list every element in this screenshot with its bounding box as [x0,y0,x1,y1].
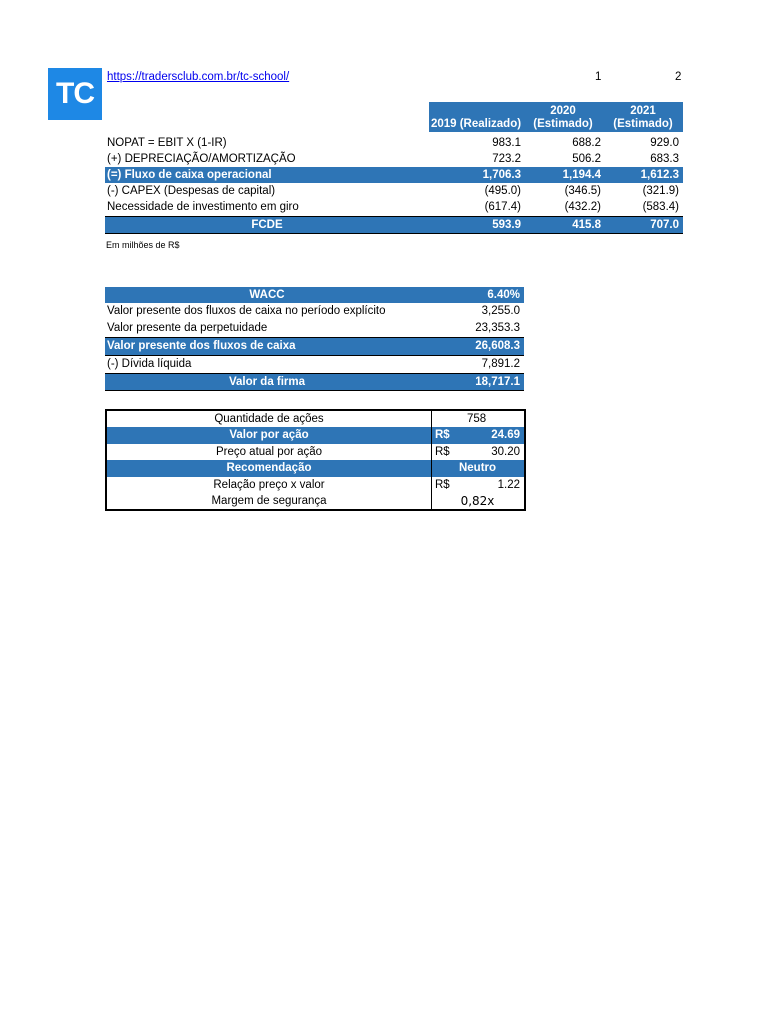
row-firm-value: Valor da firma 18,717.1 [105,373,524,391]
cash-flow-table [105,102,683,234]
cash-flow-header [105,102,683,132]
per-share-table [105,409,526,511]
col-2021-header: 2021 (Estimado) [603,102,683,132]
row-nopat: NOPAT = EBIT X (1-IR) 983.1 688.2 929.0 [107,137,679,149]
row-pv-total: Valor presente dos fluxos de caixa 26,608.3 [105,337,524,355]
row-depreciacao: (+) DEPRECIAÇÃO/AMORTIZAÇÃO 723.2 506.2 683.3 [107,153,679,165]
row-fluxo-operacional: (=) Fluxo de caixa operacional 1,706.3 1,194.4 1,612.3 [105,167,683,183]
recommendation-badge: Neutro [458,462,497,475]
row-safety-margin: Margem de segurança 0,82x [211,493,495,508]
row-price-value-ratio: Relação preço x valor R$ 1.22 [107,477,524,493]
col-2020-header: 2020 (Estimado) [523,102,603,132]
row-pv-explicit: Valor presente dos fluxos de caixa no período explícito 3,255.0 [107,305,520,317]
page-number-2: 2 [675,71,682,83]
row-capex: (-) CAPEX (Despesas de capital) (495.0) (346.5) (321.9) [107,185,679,197]
tc-school-link[interactable]: https://tradersclub.com.br/tc-school/ [107,71,290,83]
row-current-price: Preço atual por ação R$ 30.20 [107,444,524,460]
tc-logo: TC [48,68,102,120]
row-net-debt: (-) Dívida líquida 7,891.2 [105,355,524,373]
row-fcde: FCDE 593.9 415.8 707.0 [105,216,683,234]
row-pv-perpetuity: Valor presente da perpetuidade 23,353.3 [107,322,520,334]
row-share-qty: Quantidade de ações 758 [107,411,524,427]
page-number-1: 1 [595,71,602,83]
row-recommendation: Recomendação Neutro [107,460,524,476]
col-2019-header: 2019 (Realizado) [429,102,523,132]
row-value-per-share: Valor por ação R$ 24.69 [107,427,524,443]
valuation-table [105,287,524,391]
row-wacc: WACC 6.40% [105,287,524,303]
units-note: Em milhões de R$ [106,240,180,250]
row-giro: Necessidade de investimento em giro (617.4) (432.2) (583.4) [107,201,679,213]
